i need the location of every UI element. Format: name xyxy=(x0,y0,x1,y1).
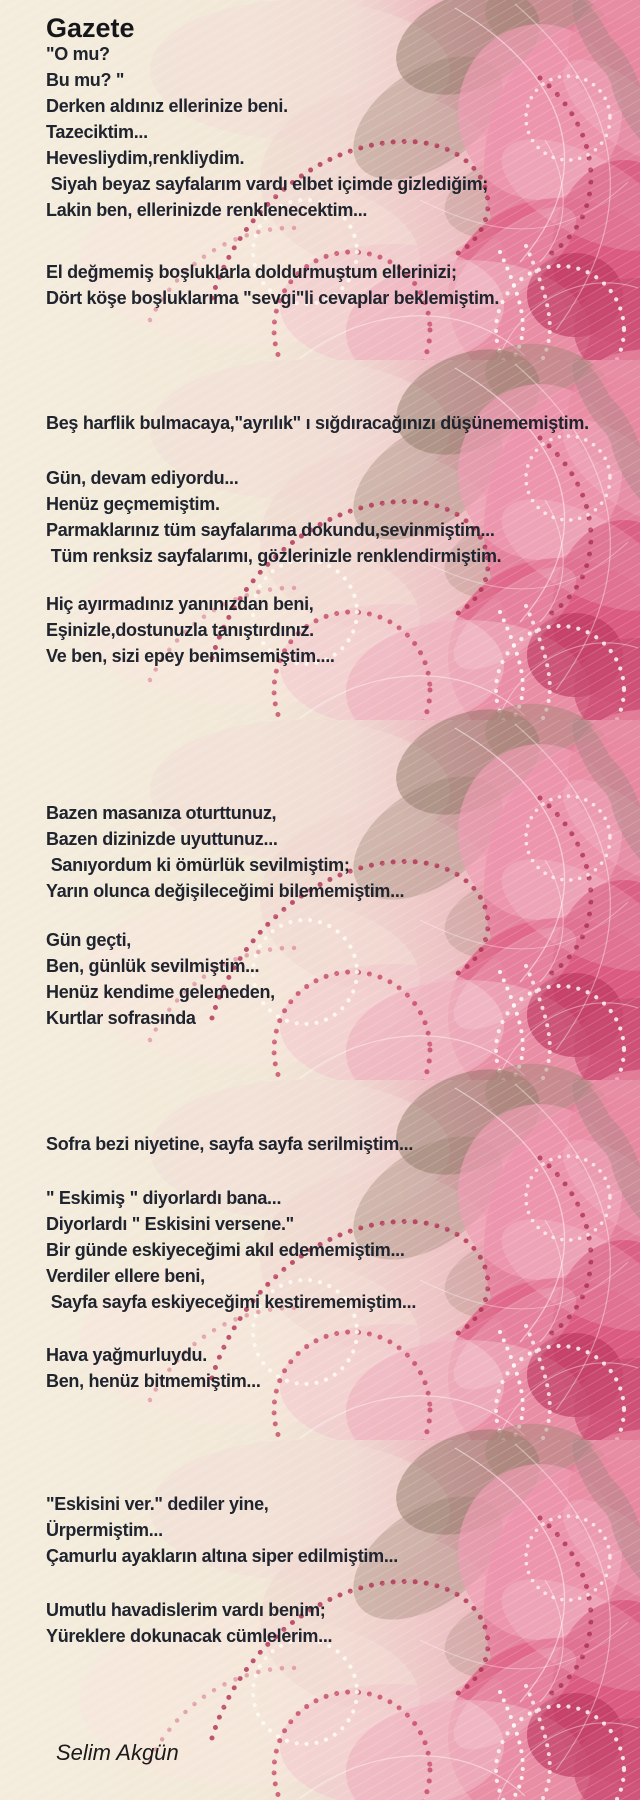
poem-line: Ben, günlük sevilmiştim... xyxy=(46,956,260,976)
poem-line: Parmaklarınız tüm sayfalarıma dokundu,sevinmiştim... xyxy=(46,520,495,540)
stanza-8 xyxy=(46,1131,413,1157)
poem-line: Hevesliydim,renkliydim. xyxy=(46,148,245,168)
poem-line: Hava yağmurluydu. xyxy=(46,1345,207,1365)
poem-line: Ben, henüz bitmemiştim... xyxy=(46,1371,261,1391)
poem-line: Sofra bezi niyetine, sayfa sayfa serilmiştim... xyxy=(46,1134,414,1154)
stanza-7 xyxy=(46,927,275,1031)
poem-line: Kurtlar sofrasında xyxy=(46,1008,196,1028)
poem-line: Henüz kendime gelemeden, xyxy=(46,982,275,1002)
poem-line: Eşinizle,dostunuzla tanıştırdınız. xyxy=(46,620,314,640)
poem-line: "O mu? xyxy=(46,44,110,64)
poem-line: Tazeciktim... xyxy=(46,122,148,142)
poem-line: Derken aldınız ellerinize beni. xyxy=(46,96,288,116)
poem-line: Ve ben, sizi epey benimsemiştim.... xyxy=(46,646,335,666)
poem-line: Bir günde eskiyeceğimi akıl edememiştim... xyxy=(46,1240,405,1260)
poem-line: Gün, devam ediyordu... xyxy=(46,468,239,488)
poem-title: Gazete xyxy=(46,13,135,43)
stanza-9 xyxy=(46,1185,416,1315)
stanza-5 xyxy=(46,591,335,669)
stanza-4 xyxy=(46,465,501,569)
poem-line: "Eskisini ver." dediler yine, xyxy=(46,1494,269,1514)
poem-line: " Eskimiş " diyorlardı bana... xyxy=(46,1188,282,1208)
poem-line: Siyah beyaz sayfalarım vardı elbet içimde gizlediğim; xyxy=(46,174,488,194)
stanza-10 xyxy=(46,1342,261,1394)
poem-line: Bazen dizinizde uyuttunuz... xyxy=(46,829,278,849)
stanza-11 xyxy=(46,1491,398,1569)
stanza-3 xyxy=(46,410,589,436)
poem-line: Gün geçti, xyxy=(46,930,132,950)
stanza-1 xyxy=(46,41,488,223)
stanza-2 xyxy=(46,259,499,311)
poem-line: Ürpermiştim... xyxy=(46,1520,163,1540)
poem-line: Beş harflik bulmacaya,"ayrılık" ı sığdıracağınızı düşünememiştim. xyxy=(46,413,589,433)
poem-line: Hiç ayırmadınız yanınızdan beni, xyxy=(46,594,314,614)
poem-line: Verdiler ellere beni, xyxy=(46,1266,205,1286)
poem-line: Çamurlu ayakların altına siper edilmiştim... xyxy=(46,1546,398,1566)
poem-line: Umutlu havadislerim vardı benim; xyxy=(46,1600,326,1620)
poem-line: Bu mu? " xyxy=(46,70,125,90)
poem-line: El değmemiş boşluklarla doldurmuştum ellerinizi; xyxy=(46,262,457,282)
poem-line: Tüm renksiz sayfalarımı, gözlerinizle renklendirmiştim. xyxy=(46,546,502,566)
stanza-12 xyxy=(46,1597,332,1649)
stanza-6 xyxy=(46,800,404,904)
poem-line: Lakin ben, ellerinizde renklenecektim... xyxy=(46,200,368,220)
poem-line: Henüz geçmemiştim. xyxy=(46,494,220,514)
poem-line: Sanıyordum ki ömürlük sevilmiştim; xyxy=(46,855,350,875)
author-signature: Selim Akgün xyxy=(56,1740,179,1765)
poem-line: Bazen masanıza oturttunuz, xyxy=(46,803,277,823)
poem-line: Sayfa sayfa eskiyeceğimi kestirememiştim... xyxy=(46,1292,417,1312)
poem-line: Yarın olunca değişileceğimi bilememiştim... xyxy=(46,881,405,901)
poem-line: Dört köşe boşluklarıma "sevgi"li cevaplar beklemiştim. xyxy=(46,288,500,308)
poem-line: Diyorlardı " Eskisini versene." xyxy=(46,1214,294,1234)
poem-line: Yüreklere dokunacak cümlelerim... xyxy=(46,1626,333,1646)
